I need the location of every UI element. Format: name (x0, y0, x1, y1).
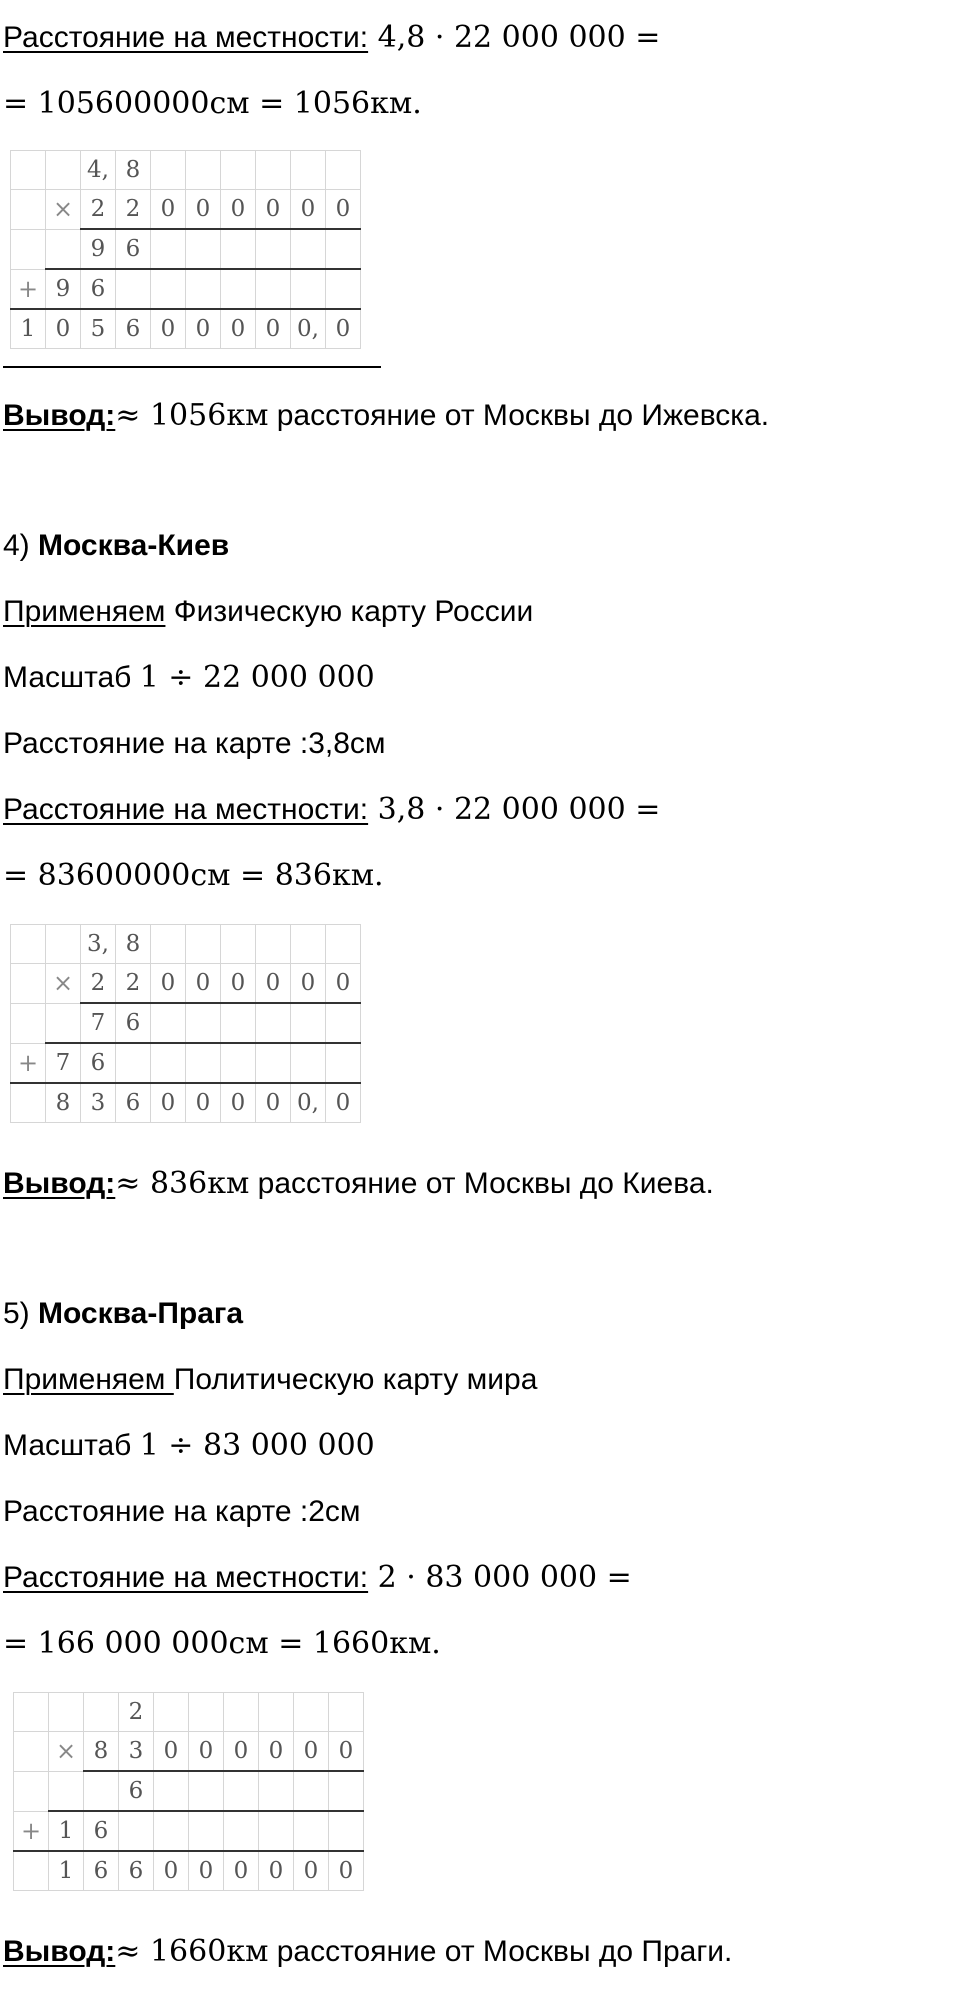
grid-cell (116, 269, 151, 309)
grid-cell (256, 1003, 291, 1043)
grid-cell (154, 1693, 189, 1732)
grid-cell: 1 (49, 1851, 84, 1891)
section-title: Москва-Киев (38, 529, 230, 562)
grid-cell (119, 1811, 154, 1851)
ground-distance-expr: 2 · 83 000 000 = (368, 1560, 632, 1595)
map-distance-line: Расстояние на карте :2см (3, 1495, 361, 1528)
grid-table (13, 1692, 364, 1891)
grid-cell (154, 1811, 189, 1851)
grid-row (14, 1693, 364, 1732)
grid-cell (84, 1771, 119, 1811)
section-heading (3, 1296, 243, 1332)
conclusion-text: расстояние от Москвы до Ижевска. (268, 399, 770, 432)
grid-cell: 2 (81, 190, 116, 230)
grid-cell: 0 (256, 309, 291, 349)
conclusion-label: Вывод: (3, 399, 116, 432)
grid-cell (221, 151, 256, 190)
grid-row (14, 1732, 364, 1772)
grid-cell (221, 229, 256, 269)
conclusion-line (3, 398, 769, 434)
grid-cell (186, 269, 221, 309)
grid-cell (46, 1003, 81, 1043)
ground-distance-result: = 166 000 000см = 1660км. (3, 1626, 441, 1661)
grid-cell: 0 (294, 1732, 329, 1772)
grid-cell (259, 1693, 294, 1732)
grid-cell (329, 1811, 364, 1851)
grid-cell: 6 (116, 309, 151, 349)
grid-cell: × (46, 964, 81, 1004)
grid-cell: 0 (186, 1083, 221, 1123)
grid-cell: 5 (81, 309, 116, 349)
grid-cell (46, 229, 81, 269)
grid-cell: 0 (256, 1083, 291, 1123)
ground-distance-line (3, 20, 660, 56)
section-number: 5) (3, 1297, 39, 1330)
grid-cell: 6 (119, 1851, 154, 1891)
grid-cell: 0 (186, 309, 221, 349)
grid-cell: 0 (326, 190, 361, 230)
grid-cell (189, 1811, 224, 1851)
conclusion-text: расстояние от Москвы до Праги. (268, 1935, 733, 1968)
grid-cell: 0 (224, 1851, 259, 1891)
grid-row (14, 1811, 364, 1851)
grid-cell: 0 (329, 1851, 364, 1891)
grid-cell (224, 1693, 259, 1732)
grid-table (10, 924, 361, 1123)
grid-cell (189, 1771, 224, 1811)
grid-table (10, 150, 361, 349)
grid-cell (11, 229, 46, 269)
grid-cell: 0 (291, 964, 326, 1004)
grid-cell (11, 925, 46, 964)
grid-cell: 0 (259, 1732, 294, 1772)
grid-cell (294, 1693, 329, 1732)
grid-cell (186, 1043, 221, 1083)
grid-cell: 0 (189, 1851, 224, 1891)
apply-map-name: Физическую карту России (165, 595, 534, 628)
grid-cell: 1 (49, 1811, 84, 1851)
grid-cell: 3 (119, 1732, 154, 1772)
grid-cell: 0 (329, 1732, 364, 1772)
grid-cell (49, 1771, 84, 1811)
ground-distance-expr: 4,8 · 22 000 000 = (368, 20, 661, 55)
grid-cell: 1 (11, 309, 46, 349)
ground-distance-expr: 3,8 · 22 000 000 = (368, 792, 661, 827)
grid-cell: 0 (291, 190, 326, 230)
grid-cell (116, 1043, 151, 1083)
grid-cell (221, 1043, 256, 1083)
apply-label: Применяем (3, 595, 166, 628)
grid-cell: 2 (119, 1693, 154, 1732)
grid-cell: 0 (221, 1083, 256, 1123)
grid-cell (151, 1003, 186, 1043)
ground-distance-line (3, 1560, 632, 1596)
grid-cell: 8 (116, 151, 151, 190)
grid-cell (46, 925, 81, 964)
grid-cell (186, 1003, 221, 1043)
grid-row (11, 151, 361, 190)
grid-cell: 0 (154, 1851, 189, 1891)
grid-cell: 6 (116, 1003, 151, 1043)
grid-cell (256, 229, 291, 269)
grid-cell (14, 1732, 49, 1772)
grid-cell: 6 (119, 1771, 154, 1811)
grid-cell (186, 925, 221, 964)
grid-cell (326, 229, 361, 269)
grid-cell (329, 1693, 364, 1732)
scale-label: Масштаб (3, 661, 140, 694)
grid-cell (151, 269, 186, 309)
scale-line (3, 660, 375, 696)
section-heading (3, 528, 229, 564)
section-title: Москва-Прага (38, 1297, 244, 1330)
multiplication-grid (13, 1692, 364, 1891)
grid-cell (46, 151, 81, 190)
ground-distance-label: Расстояние на местности: (3, 1561, 369, 1594)
grid-cell (259, 1771, 294, 1811)
grid-cell: 0 (151, 309, 186, 349)
grid-cell: 0 (326, 964, 361, 1004)
conclusion-line (3, 1934, 732, 1970)
grid-cell (256, 925, 291, 964)
grid-cell: 0 (256, 190, 291, 230)
ground-distance-result: = 105600000см = 1056км. (3, 86, 422, 121)
scale-value: 1 ÷ 22 000 000 (139, 660, 375, 695)
scale-line (3, 1428, 375, 1464)
grid-cell: 0, (291, 309, 326, 349)
grid-cell (256, 269, 291, 309)
grid-cell: 0 (224, 1732, 259, 1772)
grid-cell: 4, (81, 151, 116, 190)
grid-cell (14, 1851, 49, 1891)
grid-cell (154, 1771, 189, 1811)
grid-row (11, 964, 361, 1004)
grid-cell (14, 1693, 49, 1732)
grid-cell: 3 (81, 1083, 116, 1123)
grid-cell: 7 (46, 1043, 81, 1083)
scale-value: 1 ÷ 83 000 000 (139, 1428, 375, 1463)
grid-cell: 0 (221, 190, 256, 230)
conclusion-label: Вывод: (3, 1167, 116, 1200)
grid-cell: 3, (81, 925, 116, 964)
grid-cell (291, 151, 326, 190)
grid-cell: 0 (186, 190, 221, 230)
grid-cell: + (11, 1043, 46, 1083)
multiplication-grid (10, 150, 361, 349)
scale-label: Масштаб (3, 1429, 140, 1462)
grid-cell (151, 151, 186, 190)
grid-cell (151, 1043, 186, 1083)
grid-cell: 0 (294, 1851, 329, 1891)
grid-cell: 2 (116, 964, 151, 1004)
grid-cell: 0 (46, 309, 81, 349)
conclusion-line (3, 1166, 714, 1202)
grid-cell: 9 (46, 269, 81, 309)
grid-cell: 0 (154, 1732, 189, 1772)
grid-cell (224, 1771, 259, 1811)
map-distance-line: Расстояние на карте :3,8см (3, 727, 386, 760)
grid-row (14, 1851, 364, 1891)
grid-cell (291, 1043, 326, 1083)
grid-cell (294, 1771, 329, 1811)
grid-cell: 0 (151, 190, 186, 230)
grid-cell (84, 1693, 119, 1732)
apply-label: Применяем (3, 1363, 174, 1396)
grid-cell: 0 (221, 964, 256, 1004)
grid-cell: 0 (259, 1851, 294, 1891)
grid-cell: 0 (151, 964, 186, 1004)
divider-line (3, 366, 381, 368)
grid-cell: 2 (81, 964, 116, 1004)
conclusion-value: ≈ 1056км (115, 398, 269, 433)
grid-cell (221, 925, 256, 964)
grid-cell (329, 1771, 364, 1811)
grid-cell (151, 925, 186, 964)
grid-cell: 0 (186, 964, 221, 1004)
grid-cell (291, 925, 326, 964)
grid-row (11, 190, 361, 230)
apply-map-line (3, 594, 533, 630)
grid-cell: 0 (326, 309, 361, 349)
grid-cell (11, 1003, 46, 1043)
grid-cell: 0 (189, 1732, 224, 1772)
grid-cell (291, 229, 326, 269)
grid-cell: 6 (84, 1811, 119, 1851)
grid-cell (11, 190, 46, 230)
grid-cell: 0 (256, 964, 291, 1004)
grid-row (11, 309, 361, 349)
grid-cell: + (14, 1811, 49, 1851)
grid-cell: 0 (221, 309, 256, 349)
grid-cell (14, 1771, 49, 1811)
grid-cell (49, 1693, 84, 1732)
conclusion-value: ≈ 836км (115, 1166, 250, 1201)
grid-cell (256, 151, 291, 190)
grid-cell: 8 (84, 1732, 119, 1772)
grid-cell: 6 (116, 1083, 151, 1123)
grid-row (11, 925, 361, 964)
grid-cell: 0, (291, 1083, 326, 1123)
grid-cell (256, 1043, 291, 1083)
grid-cell: 6 (81, 1043, 116, 1083)
grid-cell: 0 (326, 1083, 361, 1123)
grid-cell (11, 151, 46, 190)
conclusion-text: расстояние от Москвы до Киева. (249, 1167, 714, 1200)
grid-cell (294, 1811, 329, 1851)
grid-cell (189, 1693, 224, 1732)
grid-cell: 6 (81, 269, 116, 309)
conclusion-value: ≈ 1660км (115, 1934, 269, 1969)
ground-distance-label: Расстояние на местности: (3, 21, 369, 54)
ground-distance-line (3, 792, 660, 828)
grid-cell (326, 1003, 361, 1043)
grid-cell: × (49, 1732, 84, 1772)
grid-row (11, 1003, 361, 1043)
grid-cell: 8 (46, 1083, 81, 1123)
grid-cell (259, 1811, 294, 1851)
grid-row (11, 1083, 361, 1123)
grid-cell (221, 1003, 256, 1043)
grid-cell (221, 269, 256, 309)
conclusion-label: Вывод: (3, 1935, 116, 1968)
ground-distance-label: Расстояние на местности: (3, 793, 369, 826)
grid-cell (326, 151, 361, 190)
ground-distance-result: = 83600000см = 836км. (3, 858, 384, 893)
grid-cell: 2 (116, 190, 151, 230)
grid-cell: 0 (151, 1083, 186, 1123)
grid-cell: + (11, 269, 46, 309)
grid-cell: 6 (84, 1851, 119, 1891)
grid-cell (151, 229, 186, 269)
grid-row (14, 1771, 364, 1811)
grid-cell: × (46, 190, 81, 230)
grid-cell: 9 (81, 229, 116, 269)
grid-cell (326, 925, 361, 964)
grid-cell (224, 1811, 259, 1851)
grid-cell (326, 269, 361, 309)
grid-cell: 8 (116, 925, 151, 964)
grid-row (11, 229, 361, 269)
apply-map-line (3, 1362, 537, 1398)
grid-cell (186, 151, 221, 190)
section-number: 4) (3, 529, 39, 562)
grid-row (11, 269, 361, 309)
grid-cell (291, 269, 326, 309)
grid-cell (11, 1083, 46, 1123)
grid-cell (326, 1043, 361, 1083)
grid-cell (11, 964, 46, 1004)
multiplication-grid (10, 924, 361, 1123)
apply-map-name: Политическую карту мира (173, 1363, 538, 1396)
grid-cell (186, 229, 221, 269)
grid-cell: 6 (116, 229, 151, 269)
grid-cell: 7 (81, 1003, 116, 1043)
grid-cell (291, 1003, 326, 1043)
grid-row (11, 1043, 361, 1083)
